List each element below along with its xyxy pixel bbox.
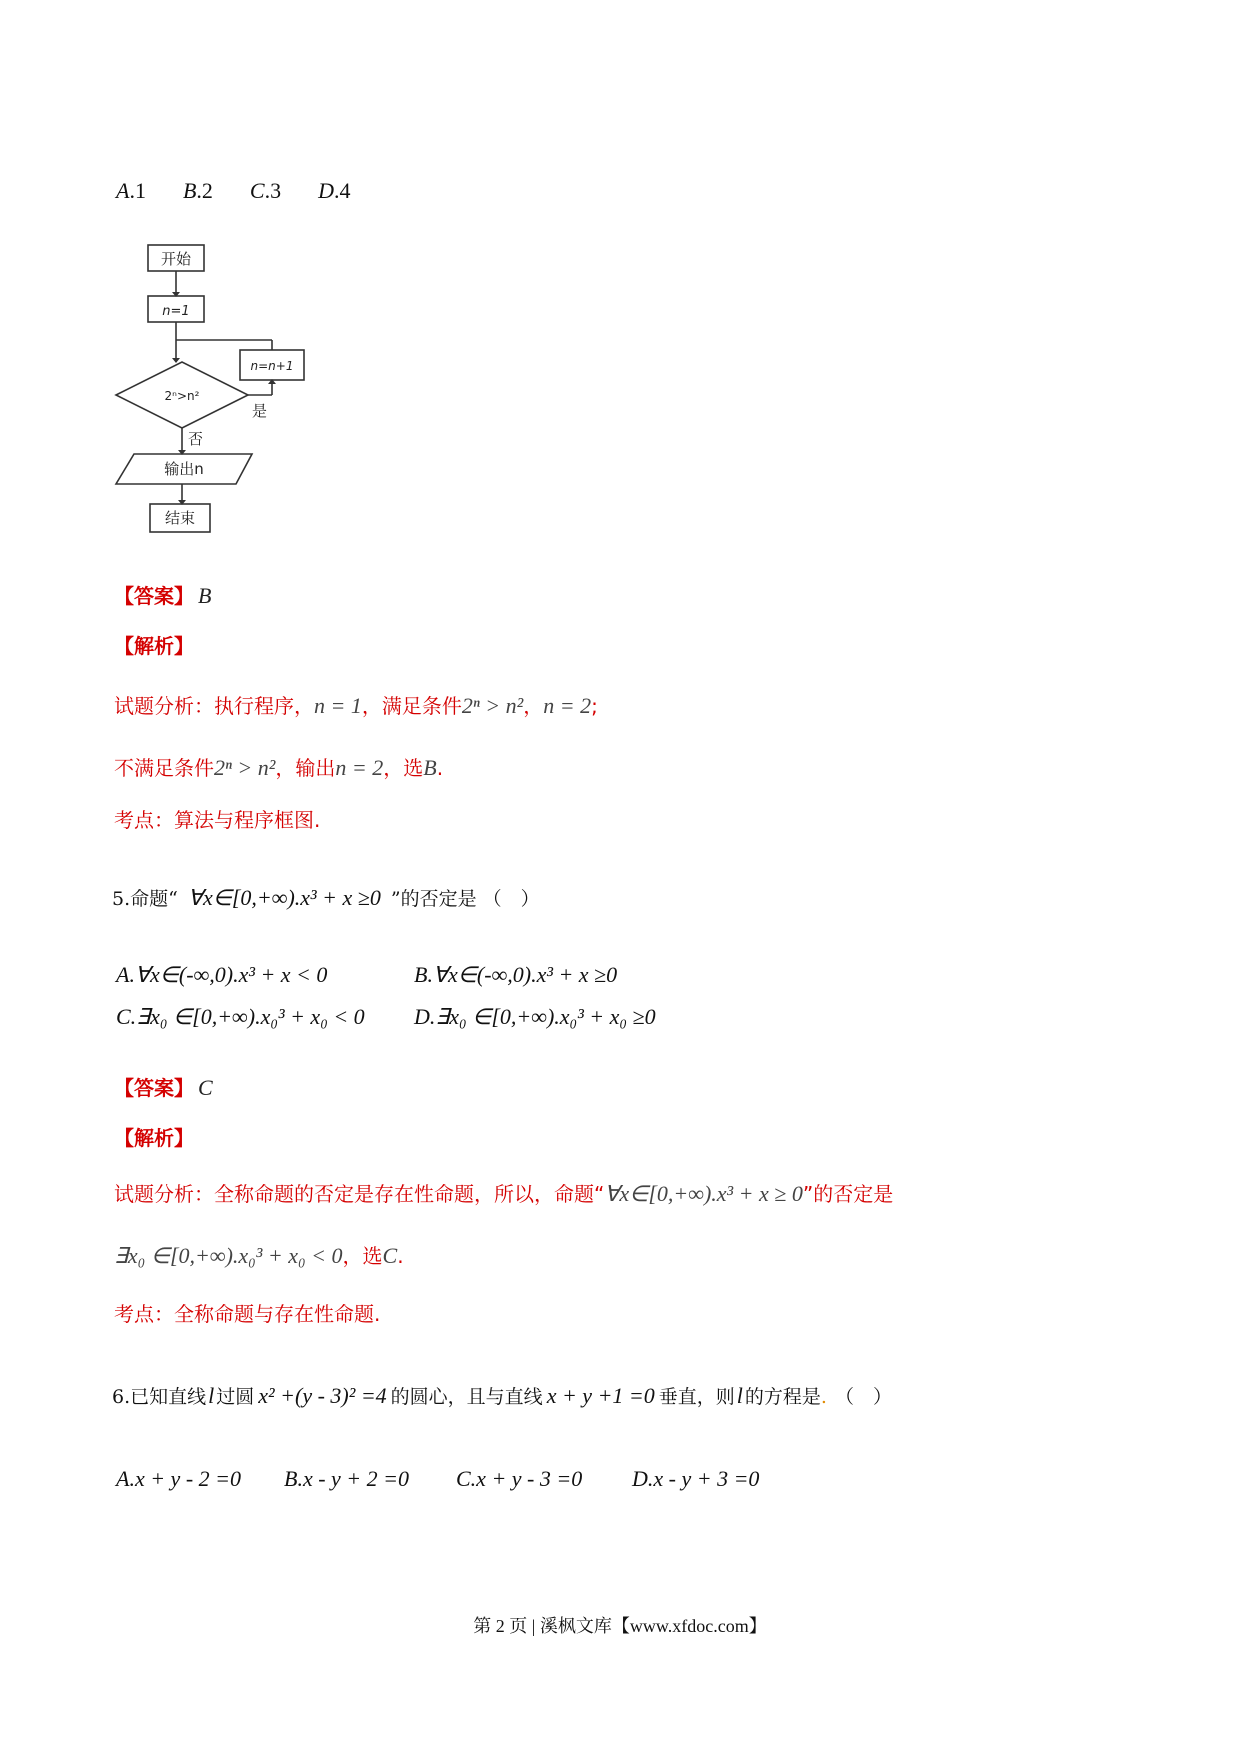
- q4-point: 考点：算法与程序框图.: [114, 808, 321, 832]
- q5-answer: 【答案】 C: [114, 1075, 213, 1100]
- q4-option-d: D.4: [318, 178, 351, 203]
- flow-init-label: n=1: [162, 304, 190, 319]
- q4-option-c: C.3: [249, 178, 282, 203]
- q5-analysis-line2: ∃x₀ ∈[0,+∞).x₀³ + x₀ < 0，选C.: [114, 1243, 404, 1268]
- q5-option-b: B.∀x∈(-∞,0).x³ + x ≥0: [414, 962, 618, 987]
- flow-output-label: 输出n: [164, 460, 204, 478]
- flowchart: [110, 240, 320, 540]
- q4-analysis-label: 【解析】: [114, 634, 194, 658]
- q5-option-d: D.∃x₀ ∈[0,+∞).x₀³ + x₀ ≥0: [414, 1004, 656, 1029]
- q6-option-a: A.x + y - 2 =0: [116, 1466, 241, 1491]
- flow-start-label: 开始: [160, 250, 192, 268]
- flow-condition-label: 2ⁿ>n²: [164, 389, 200, 403]
- q6-option-b: B.x - y + 2 =0: [284, 1466, 409, 1491]
- flow-no-label: 否: [188, 430, 204, 448]
- q5-analysis-line1: 试题分析：全称命题的否定是存在性命题，所以，命题“∀x∈[0,+∞).x³ + x ≥ 0”的否定是: [114, 1181, 894, 1206]
- q4-option-a: A.1: [116, 178, 146, 203]
- q6-stem: 6.已知直线l 过圆 x² +(y - 3)² =4 的圆心，且与直线 x + y +1 =0 垂直，则l 的方程是. （ ）: [112, 1383, 892, 1408]
- q5-option-c: C.∃x₀ ∈[0,+∞).x₀³ + x₀ < 0: [116, 1004, 365, 1029]
- q4-option-b: B.2: [182, 178, 213, 203]
- q4-answer: 【答案】 B: [114, 583, 212, 608]
- q4-analysis-line1: 试题分析：执行程序，n = 1，满足条件2ⁿ > n²，n = 2;: [114, 693, 598, 718]
- flow-yes-label: 是: [252, 402, 268, 420]
- q4-options: [116, 178, 350, 204]
- q5-option-a: A.∀x∈(-∞,0).x³ + x < 0: [116, 962, 328, 987]
- q5-point: 考点：全称命题与存在性命题.: [114, 1302, 381, 1326]
- q6-option-d: D.x - y + 3 =0: [632, 1466, 760, 1491]
- flow-end-label: 结束: [164, 509, 196, 527]
- flow-increment-label: n=n+1: [250, 359, 294, 373]
- q6-option-c: C.x + y - 3 =0: [456, 1466, 583, 1491]
- q5-stem: 5.命题“ ∀x∈[0,+∞).x³ + x ≥0 ”的否定是 （ ）: [112, 885, 540, 910]
- page-footer: 第 2 页 | 溪枫文库【www.xfdoc.com】: [473, 1616, 767, 1636]
- q4-analysis-line2: 不满足条件2ⁿ > n²，输出n = 2，选B.: [114, 755, 444, 780]
- q5-analysis-label: 【解析】: [114, 1126, 194, 1150]
